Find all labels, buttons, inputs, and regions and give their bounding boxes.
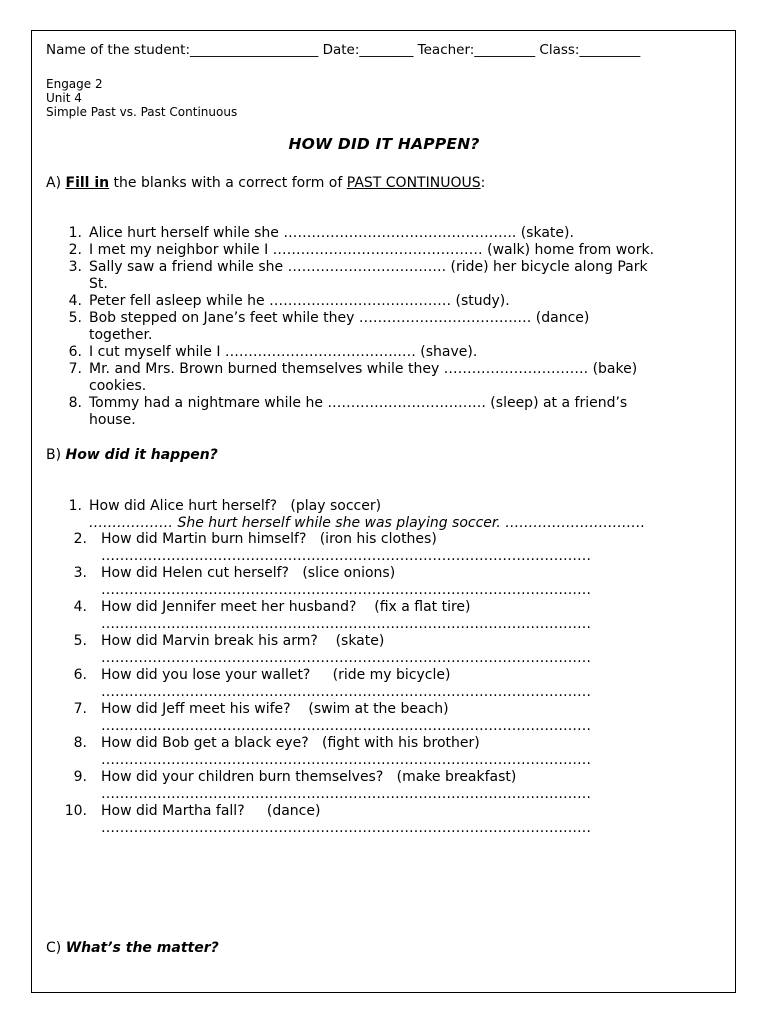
item-b-number: 7. — [73, 701, 87, 717]
item-b-number: 3. — [73, 565, 87, 581]
item-b-answer-line: …………………………………………………………………………………………… — [101, 616, 591, 632]
item-b-answer-line: …………………………………………………………………………………………… — [101, 582, 591, 598]
item-b-number: 1. — [68, 498, 82, 514]
item-b-question: How did Alice hurt herself? (play soccer) — [89, 498, 382, 514]
item-a-text: cookies. — [89, 378, 147, 394]
item-b-number: 10. — [64, 803, 87, 819]
item-a-text: Bob stepped on Jane’s feet while they …………………………….… (dance) — [89, 310, 590, 326]
item-b-number: 9. — [73, 769, 87, 785]
item-a-number: 4. — [68, 293, 82, 309]
item-b-number: 6. — [73, 667, 87, 683]
section-c-instruction: C) What’s the matter? — [46, 940, 219, 956]
item-a-text: I met my neighbor while I ……………………………………… (walk) home from work. — [89, 242, 655, 258]
item-a-number: 1. — [68, 225, 82, 241]
item-a-number: 5. — [68, 310, 82, 326]
item-a-text: Peter fell asleep while he ………………………………… (study). — [89, 293, 510, 309]
item-b-question: How did you lose your wallet? (ride my bicycle) — [101, 667, 451, 683]
item-a-text: Sally saw a friend while she ……………………………. (ride) her bicycle along Park — [89, 259, 648, 275]
item-a-text: Tommy had a nightmare while he ……………………………. (sleep) at a friend’s — [89, 395, 628, 411]
item-a-number: 7. — [68, 361, 82, 377]
item-a-text: St. — [89, 276, 108, 292]
item-b-answer-line: …………………………………………………………………………………………… — [101, 718, 591, 734]
item-a-number: 2. — [68, 242, 82, 258]
item-b-question: How did Martin burn himself? (iron his clothes) — [101, 531, 437, 547]
worksheet-title: HOW DID IT HAPPEN? — [288, 135, 480, 153]
item-a-text: house. — [89, 412, 136, 428]
item-b-question: How did your children burn themselves? (make breakfast) — [101, 769, 517, 785]
item-b-question: How did Jennifer meet her husband? (fix a flat tire) — [101, 599, 471, 615]
item-b-question: How did Bob get a black eye? (fight with his brother) — [101, 735, 480, 751]
meta-topic: Simple Past vs. Past Continuous — [46, 105, 238, 119]
item-a-text: Mr. and Mrs. Brown burned themselves while they …………………………. (bake) — [89, 361, 638, 377]
meta-unit: Unit 4 — [46, 91, 82, 105]
section-b-instruction: B) How did it happen? — [46, 447, 218, 463]
item-b-answer-line: …………………………………………………………………………………………… — [101, 650, 591, 666]
item-b-answer-line: …………………………………………………………………………………………… — [101, 684, 591, 700]
item-a-number: 6. — [68, 344, 82, 360]
student-info-header: Name of the student:___________________ Date:________ Teacher:_________ Class:_________ — [46, 42, 641, 58]
item-b-question: How did Jeff meet his wife? (swim at the beach) — [101, 701, 449, 717]
item-b-question: How did Martha fall? (dance) — [101, 803, 321, 819]
item-a-text: Alice hurt herself while she ………………………………………….. (skate). — [89, 225, 574, 241]
item-b-number: 4. — [73, 599, 87, 615]
item-b-number: 2. — [73, 531, 87, 547]
item-a-text: together. — [89, 327, 153, 343]
item-b-number: 8. — [73, 735, 87, 751]
item-b-answer-line: …………………………………………………………………………………………… — [101, 820, 591, 836]
item-b-number: 5. — [73, 633, 87, 649]
item-a-number: 8. — [68, 395, 82, 411]
item-b-question: How did Marvin break his arm? (skate) — [101, 633, 385, 649]
item-b-answer-line: …………………………………………………………………………………………… — [101, 786, 591, 802]
item-a-number: 3. — [68, 259, 82, 275]
item-b-question: How did Helen cut herself? (slice onions) — [101, 565, 396, 581]
meta-level: Engage 2 — [46, 77, 103, 91]
item-b-answer-line: …………………………………………………………………………………………… — [101, 752, 591, 768]
item-b-answer-line: …………………………………………………………………………………………… — [101, 548, 591, 564]
section-a-instruction: A) Fill in the blanks with a correct form of PAST CONTINUOUS: — [46, 175, 486, 191]
item-b-example-answer: ……………… She hurt herself while she was playing soccer. ………………………… — [89, 515, 646, 531]
item-a-text: I cut myself while I ………………………………..… (shave). — [89, 344, 478, 360]
